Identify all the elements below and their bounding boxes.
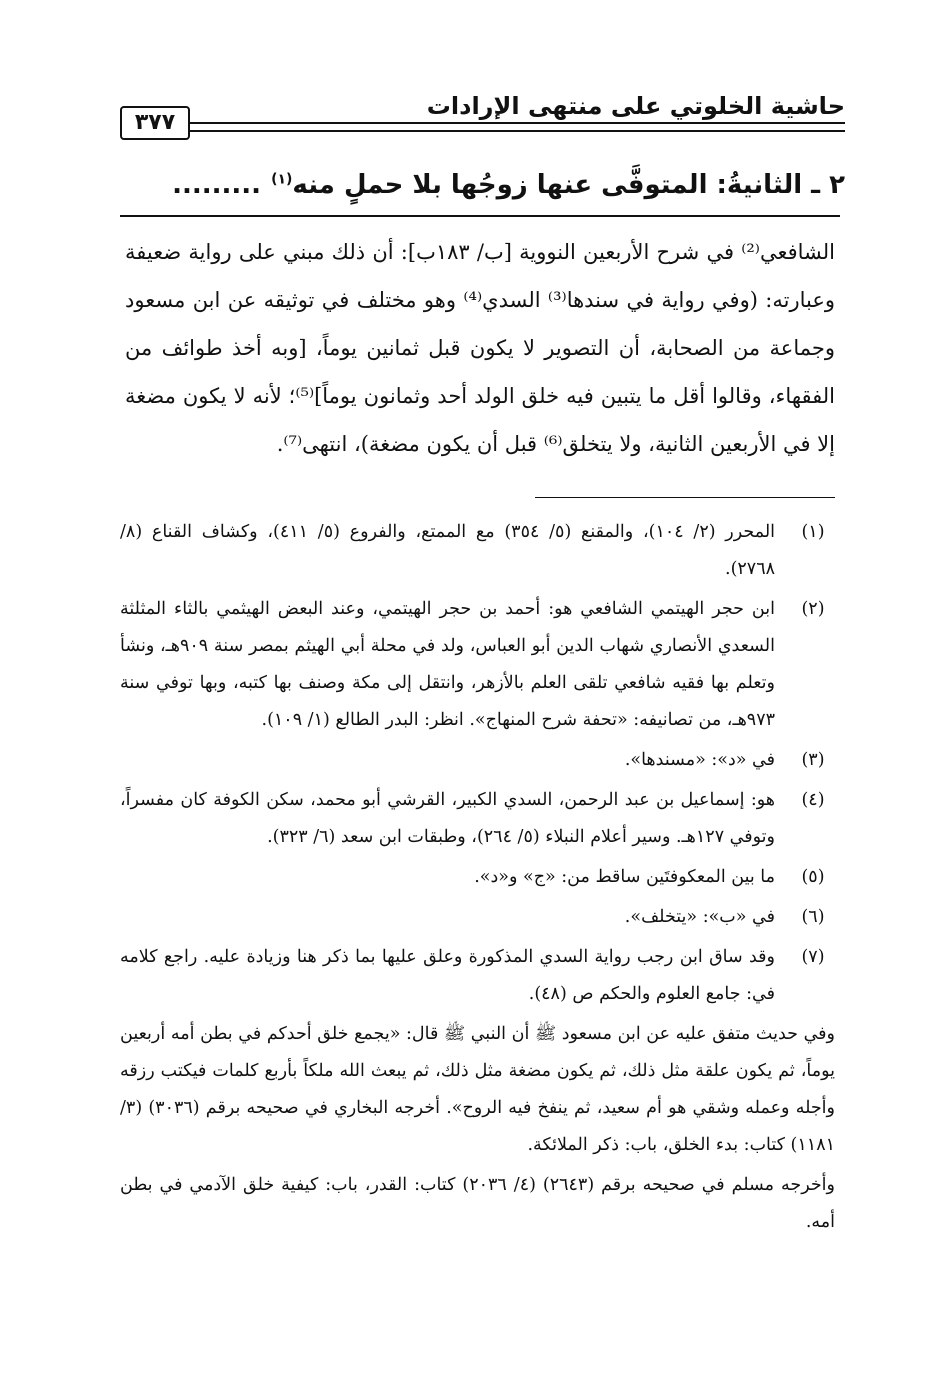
footnote-text: ما بين المعكوفتَين ساقط من: «ج» و«د». xyxy=(474,867,775,887)
header-double-rule xyxy=(190,122,845,132)
footnote-1 xyxy=(120,514,835,588)
footnote-5 xyxy=(120,859,835,896)
footnotes xyxy=(120,514,835,1244)
footnote-4 xyxy=(120,782,835,856)
page-header xyxy=(120,92,845,140)
footnote-number: (٣) xyxy=(801,750,825,770)
footnote-number: (٦) xyxy=(801,907,825,927)
footnote-7-continuation-1: وفي حديث متفق عليه عن ابن مسعود ﷺ أن النبي ﷺ قال: «يجمع خلق أحدكم في بطن أمه أربعين يوماً، ثم يكون علقة مثل ذلك، ثم يكون مضغة مثل ذلك، ثم يبعث الله ملكاً بأربع كلمات فيكتب رزقه وأجله وعمله وشقي هو أم سعيد، ثم ينفخ فيه الروح». أخرجه البخاري في صحيحه برقم (٣٠٣٦) (٣/ ١١٨١) كتاب: بدء الخلق، باب: ذكر الملائكة. xyxy=(120,1024,835,1155)
footnote-7-continuation-2: وأخرجه مسلم في صحيحه برقم (٢٦٤٣) (٤/ ٢٠٣٦) كتاب: القدر، باب: كيفية خلق الآدمي في بطن أمه. xyxy=(120,1175,835,1232)
main-text xyxy=(125,228,835,468)
footnote-text: وقد ساق ابن رجب رواية السدي المذكورة وعلق عليها بما ذكر هنا وزيادة عليه. راجع كلامه في: جامع العلوم والحكم ص (٤٨). xyxy=(120,947,775,1004)
footnote-7 xyxy=(120,939,835,1013)
footnote-text: في «ب»: «يتخلف». xyxy=(624,907,775,927)
footnote-number: (١) xyxy=(801,522,825,542)
footnote-text: المحرر (٢/ ١٠٤)، والمقنع (٥/ ٣٥٤) مع الممتع، والفروع (٥/ ٤١١)، وكشاف القناع (٨/ ٢٧٦٨). xyxy=(120,522,776,579)
footnote-text: في «د»: «مسندها». xyxy=(624,750,775,770)
heading-dots: ......... xyxy=(172,170,262,200)
footnote-3 xyxy=(120,742,835,779)
footnote-number: (٢) xyxy=(801,599,825,619)
heading-rule xyxy=(120,215,840,217)
section-heading xyxy=(125,170,845,200)
footnote-separator xyxy=(535,497,835,498)
footnote-number: (٤) xyxy=(801,790,825,810)
footnote-text: ابن حجر الهيتمي الشافعي هو: أحمد بن حجر الهيتمي، وعند البعض الهيثمي بالثاء المثلثة السعدي الأنصاري شهاب الدين أبو العباس، ولد في محلة أبي الهيثم بمصر سنة ٩٠٩هـ، ونشأ وتعلم بها فقيه شافعي تلقى العلم بالأزهر، وانتقل إلى مكة وصنف بها كتبه، وبها توفي سنة ٩٧٣هـ، من تصانيفه: «تحفة شرح المنهاج». انظر: البدر الطالع (١/ ١٠٩). xyxy=(120,599,775,730)
footnote-text: هو: إسماعيل بن عبد الرحمن، السدي الكبير، القرشي أبو محمد، سكن الكوفة كان مفسراً، وتوفي ١٢٧هـ. وسير أعلام النبلاء (٥/ ٢٦٤)، وطبقات ابن سعد (٦/ ٣٢٣). xyxy=(120,790,775,847)
page-number-box: ٣٧٧ xyxy=(120,106,190,140)
section-heading-text: ٢ ـ الثانيةُ: المتوفَّى عنها زوجُها بلا حملٍ منه xyxy=(292,170,845,200)
running-title: حاشية الخلوتي على منتهى الإرادات xyxy=(426,92,845,120)
main-paragraph: الشافعي⁽²⁾ في شرح الأربعين النووية [ب/ ١٨٣ب]: أن ذلك مبني على رواية ضعيفة وعبارته: (وفي رواية في سندها⁽³⁾ السدي⁽⁴⁾ وهو مختلف في توثيقه عن ابن مسعود وجماعة من الصحابة، أن التصوير لا يكون قبل ثمانين يوماً، [وبه أخذ طوائف من الفقهاء، وقالوا أقل ما يتبين فيه خلق الولد أحد وثمانون يوماً]⁽⁵⁾؛ لأنه لا يكون مضغة إلا في الأربعين الثانية، ولا يتخلق⁽⁶⁾ قبل أن يكون مضغة)، انتهى⁽⁷⁾. xyxy=(125,240,836,456)
heading-footnote-ref: (١) xyxy=(271,171,293,188)
footnote-2 xyxy=(120,591,835,739)
footnote-number: (٧) xyxy=(801,947,825,967)
footnote-number: (٥) xyxy=(801,867,825,887)
footnote-6 xyxy=(120,899,835,936)
